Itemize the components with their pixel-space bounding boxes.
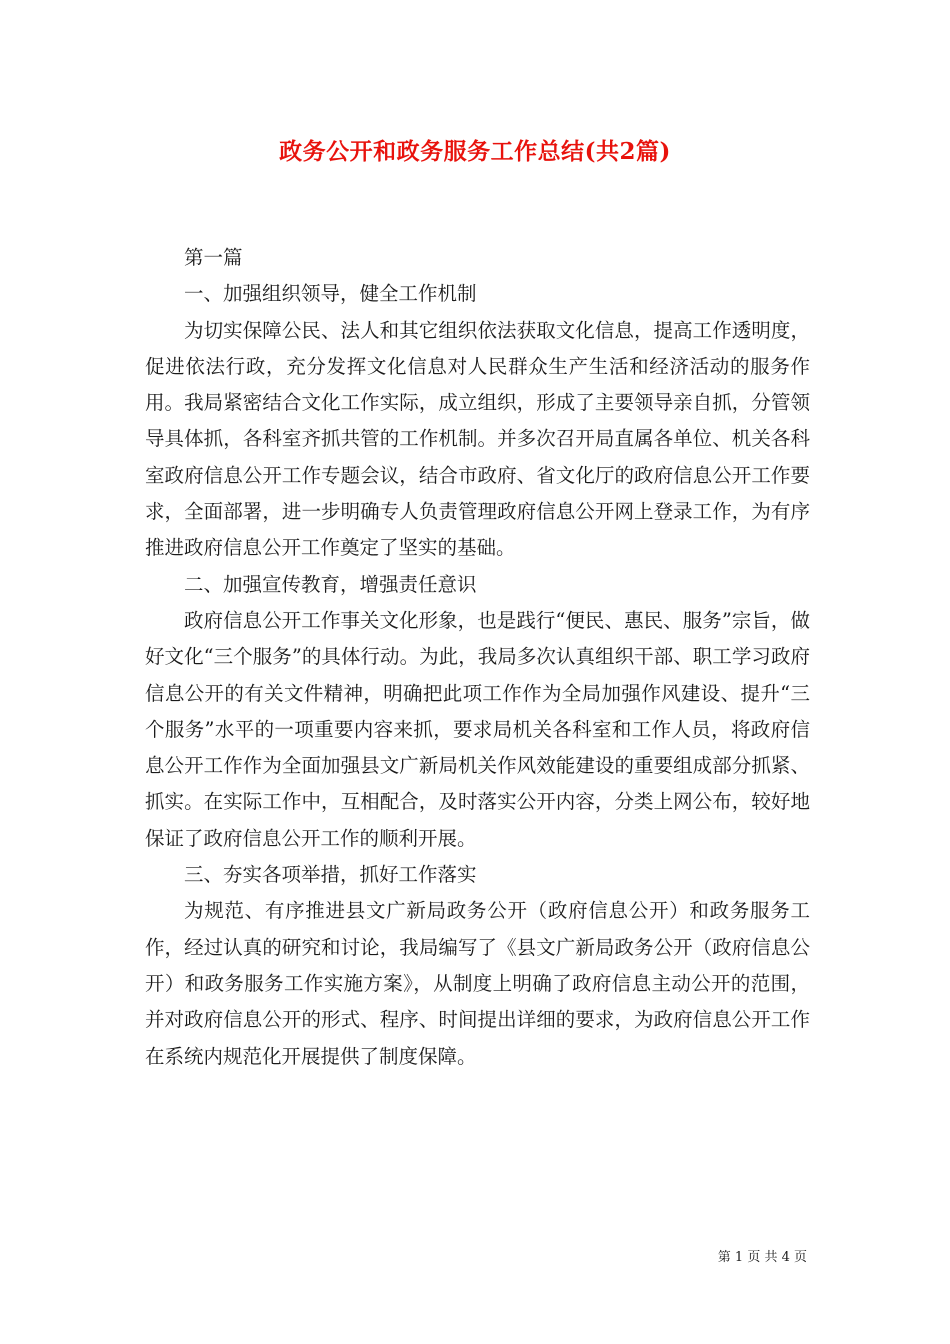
subheading-2: 二、加强宣传教育，增强责任意识 bbox=[184, 572, 477, 596]
subheading-1: 一、加强组织领导，健全工作机制 bbox=[184, 282, 477, 306]
document-body bbox=[145, 240, 810, 1075]
body-paragraph-1: 为切实保障公民、法人和其它组织依法获取文化信息，提高工作透明度，促进依法行政，充分发挥文化信息对人民群众生产生活和经济活动的服务作用。我局紧密结合文化工作实际，成立组织，形成了主要领导亲自抓，分管领导具体抓，各科室齐抓共管的工作机制。并多次召开局直属各单位、机关各科室政府信息公开工作专题会议，结合市政府、省文化厅的政府信息公开工作要求，全面部署，进一步明确专人负责管理政府信息公开网上登录工作，为有序推进政府信息公开工作奠定了坚实的基础。 bbox=[145, 318, 810, 560]
section-heading-part-one: 第一篇 bbox=[184, 246, 243, 269]
document-title: 政务公开和政务服务工作总结(共2篇) bbox=[279, 138, 671, 165]
page-number-footer: 第 1 页 共 4 页 bbox=[717, 1250, 807, 1265]
body-paragraph-3: 为规范、有序推进县文广新局政务公开（政府信息公开）和政务服务工作，经过认真的研究和讨论，我局编写了《县文广新局政务公开（政府信息公开）和政务服务工作实施方案》，从制度上明确了政府信息主动公开的范围，并对政府信息公开的形式、程序、时间提出详细的要求，为政府信息公开工作在系统内规范化开展提供了制度保障。 bbox=[145, 899, 810, 1068]
subheading-3: 三、夯实各项举措，抓好工作落实 bbox=[184, 863, 477, 887]
body-paragraph-2: 政府信息公开工作事关文化形象，也是践行“便民、惠民、服务”宗旨，做好文化“三个服务”的具体行动。为此，我局多次认真组织干部、职工学习政府信息公开的有关文件精神，明确把此项工作作为全局加强作风建设、提升“三个服务”水平的一项重要内容来抓，要求局机关各科室和工作人员，将政府信息公开工作作为全面加强县文广新局机关作风效能建设的重要组成部分抓紧、抓实。在实际工作中，互相配合，及时落实公开内容，分类上网公布，较好地保证了政府信息公开工作的顺利开展。 bbox=[145, 608, 810, 850]
